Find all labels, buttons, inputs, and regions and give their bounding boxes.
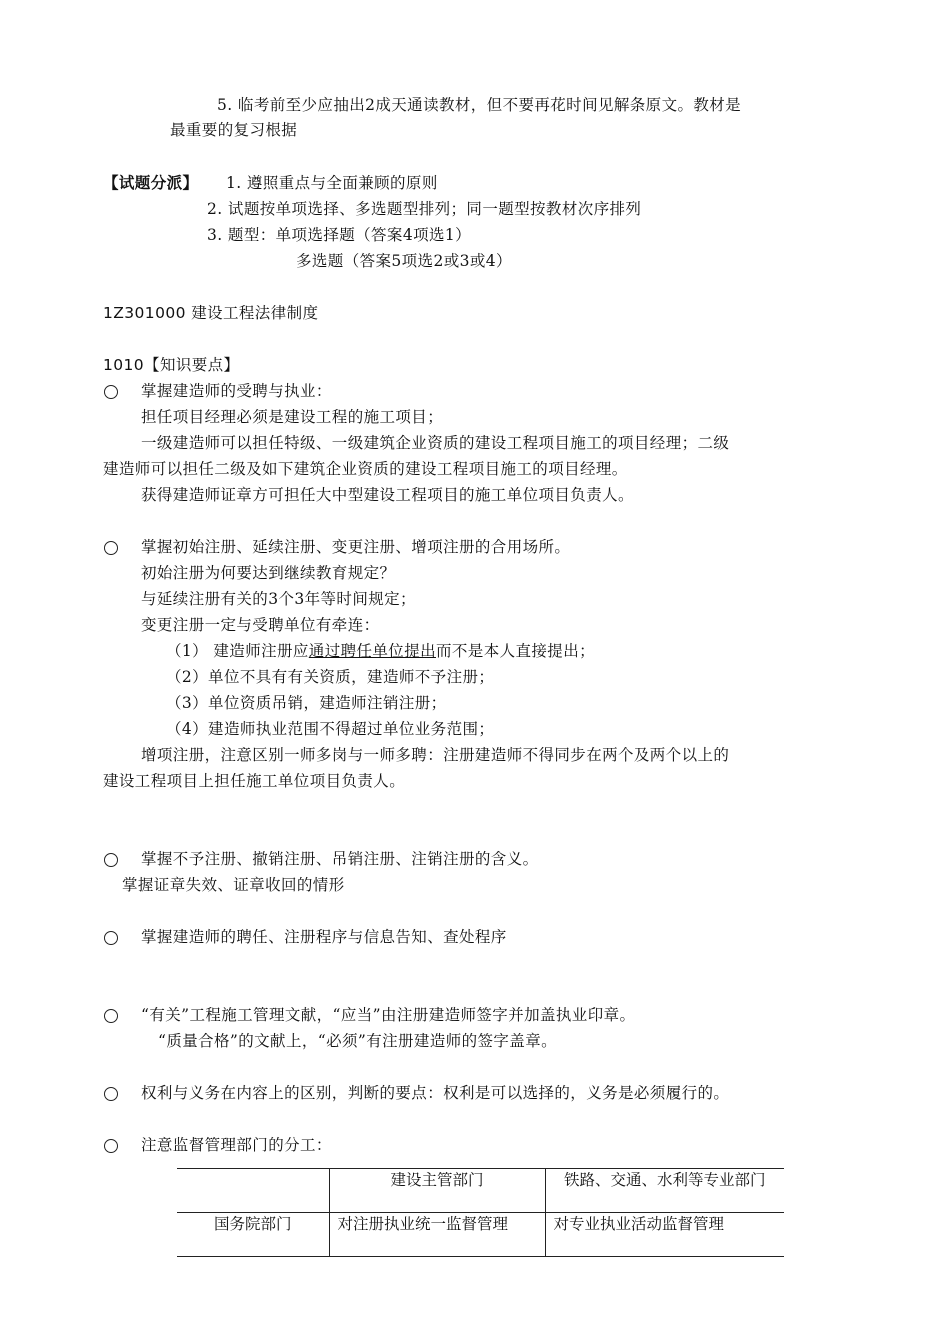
section-code: 1010 (103, 356, 145, 374)
point-2-line4b: 建设工程项目上担任施工单位项目负责人。 (103, 772, 406, 790)
table-header-row (177, 1169, 784, 1213)
table-header-cell (177, 1169, 329, 1213)
point-7-head: 注意监督管理部门的分工： (141, 1136, 332, 1154)
point-1-line2a: 一级建造师可以担任特级、一级建筑企业资质的建设工程项目施工的项目经理；二级 (141, 434, 730, 452)
section-heading (103, 354, 239, 376)
assignment-item-1: 1. 遵照重点与全面兼顾的原则 (226, 174, 438, 192)
sub-1-underlined: 通过聘任单位提出 (308, 642, 436, 660)
table-header-cell: 建设主管部门 (329, 1169, 545, 1213)
bullet-circle-icon (104, 1139, 118, 1153)
assignment-item-3-sub: 多选题（答案5项选2或3或4） (296, 252, 512, 270)
assignment-label: 【试题分派】 (103, 173, 199, 192)
bullet-circle-icon (104, 1087, 118, 1101)
section-title: 【知识要点】 (144, 356, 240, 374)
bullet-circle-icon (104, 541, 118, 555)
bullet-circle-icon (104, 1009, 118, 1023)
chapter-heading (103, 302, 318, 324)
point-3-line1: 掌握证章失效、证章收回的情形 (122, 876, 345, 894)
table-header-cell: 铁路、交通、水利等专业部门 (545, 1169, 784, 1213)
point-2-line2: 与延续注册有关的3个3年等时间规定； (141, 590, 416, 608)
table-row (177, 1213, 784, 1257)
point-3-head: 掌握不予注册、撤销注册、吊销注册、注销注册的含义。 (141, 850, 539, 868)
chapter-title: 建设工程法律制度 (191, 304, 319, 322)
sub-1-post: 而不是本人直接提出； (436, 642, 596, 660)
point-1-head: 掌握建造师的受聘与执业： (141, 382, 332, 400)
point-2-line1: 初始注册为何要达到继续教育规定？ (141, 564, 396, 582)
assignment-item-2: 2. 试题按单项选择、多选题型排列；同一题型按教材次序排列 (207, 200, 642, 218)
point-2-line4a: 增项注册，注意区别一师多岗与一师多聘：注册建造师不得同步在两个及两个以上的 (141, 746, 730, 764)
table-cell: 对专业执业活动监督管理 (545, 1213, 784, 1257)
table-cell: 国务院部门 (177, 1213, 329, 1257)
point-5-head: “有关”工程施工管理文献，“应当”由注册建造师签字并加盖执业印章。 (141, 1006, 636, 1024)
bullet-circle-icon (104, 385, 118, 399)
bullet-circle-icon (104, 853, 118, 867)
point-2-sub-2: （2）单位不具有有关资质，建造师不予注册； (166, 668, 495, 686)
point-6-head: 权利与义务在内容上的区别，判断的要点：权利是可以选择的，义务是必须履行的。 (141, 1084, 730, 1102)
point-1-line3: 获得建造师证章方可担任大中型建设工程项目的施工单位项目负责人。 (141, 486, 634, 504)
point-2-sub-1 (166, 640, 595, 662)
point-5-line1: “质量合格”的文献上，“必须”有注册建造师的签字盖章。 (158, 1032, 557, 1050)
point-2-line3: 变更注册一定与受聘单位有牵连： (141, 616, 380, 634)
bullet-circle-icon (104, 931, 118, 945)
point-1-line2b: 建造师可以担任二级及如下建筑企业资质的建设工程项目施工的项目经理。 (103, 460, 628, 478)
intro-item-5-line2: 最重要的复习根据 (170, 121, 298, 139)
chapter-code: 1Z301000 (103, 304, 186, 322)
assignment-item-3: 3. 题型：单项选择题（答案4项选1） (207, 226, 472, 244)
point-2-sub-3: （3）单位资质吊销，建造师注销注册； (166, 694, 447, 712)
point-2-head: 掌握初始注册、延续注册、变更注册、增项注册的合用场所。 (141, 538, 571, 556)
point-1-line1: 担任项目经理必须是建设工程的施工项目； (141, 408, 444, 426)
department-table (177, 1168, 784, 1257)
intro-item-5-line1: 5. 临考前至少应抽出2成天通读教材，但不要再花时间见解条原文。教材是 (217, 96, 742, 114)
point-2-sub-4: （4）建造师执业范围不得超过单位业务范围； (166, 720, 495, 738)
sub-1-pre: （1） 建造师注册应 (166, 642, 309, 660)
table-cell: 对注册执业统一监督管理 (329, 1213, 545, 1257)
point-4-head: 掌握建造师的聘任、注册程序与信息告知、查处程序 (141, 928, 507, 946)
